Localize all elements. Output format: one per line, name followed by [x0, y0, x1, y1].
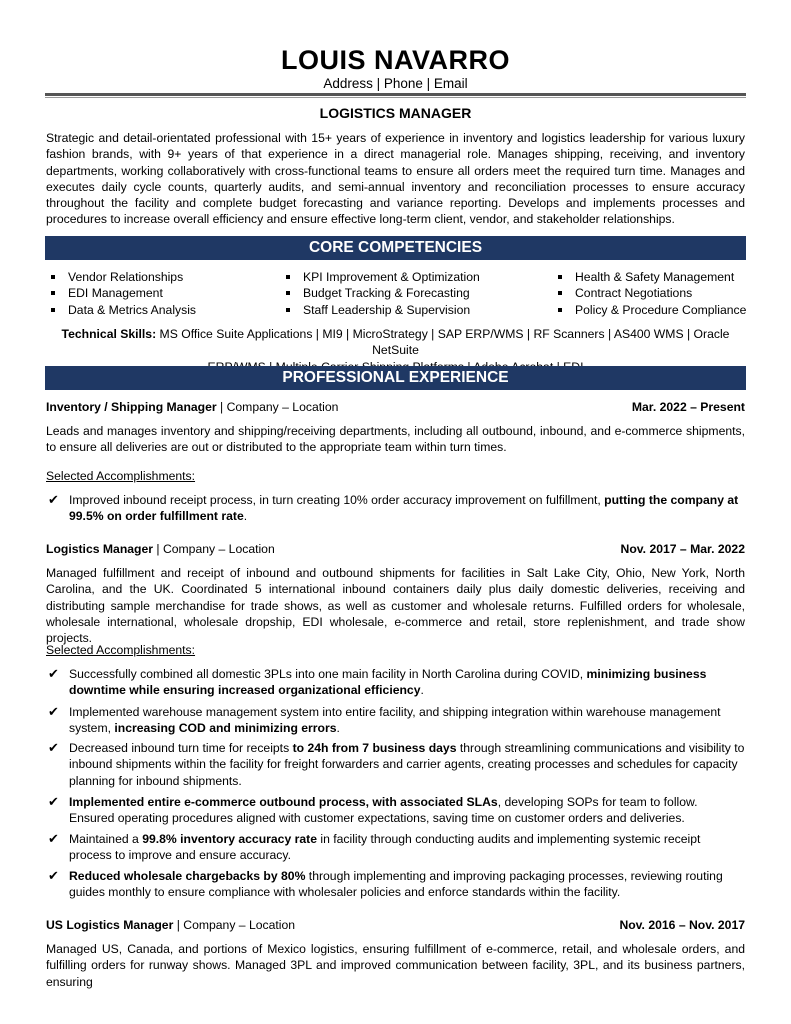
checkmark-icon: ✔	[48, 492, 59, 507]
job-description: Managed fulfillment and receipt of inbound and outbound shipments for facilities in Salt Lake City, Ohio, New York, North Carolina, and the UK. Coordinated 5 international inbound containers daily plus daily domestic deliveries, receiving and distributing sample merchandise for trade shows, as well as customer and wholesale returns. Fulfilled orders for wholesale, wholesale international, wholesale dropship, EDI wholesale, e-commerce and retail, store replenishment, and trade show projects.	[46, 566, 745, 646]
accomplishment-item: ✔ Decreased inbound turn time for receipts to 24h from 7 business days through streamlining communications and visibility to inbound shipments within the facility for freight forwarders and carrier agents, creating processes and schedules for capacity planning for inbound shipments.	[48, 740, 745, 788]
professional-experience-heading: PROFESSIONAL EXPERIENCE	[45, 366, 746, 390]
core-competencies-heading: CORE COMPETENCIES	[45, 236, 746, 260]
job-company: | Company – Location	[153, 542, 275, 556]
checkmark-icon: ✔	[48, 666, 59, 681]
accomplishment-item: ✔ Implemented entire e-commerce outbound process, with associated SLAs, developing SOPs for team to follow. Ensured operating procedures aligned with customer expectations, saving time on customer orders and deliveries.	[48, 794, 698, 826]
accomplishment-item: ✔ Reduced wholesale chargebacks by 80% through implementing and improving packaging processes, reviewing routing guides monthly to ensure compliance with wholesaler policies and enforce standards within the facility.	[48, 868, 723, 900]
header-divider	[45, 93, 746, 96]
competency-item: Data & Metrics Analysis	[46, 302, 196, 318]
technical-skills-list: MS Office Suite Applications | MI9 | MicroStrategy | SAP ERP/WMS | RF Scanners | AS400 WMS | Oracle NetSuite	[156, 327, 730, 358]
job-header	[46, 917, 745, 933]
target-job-title: LOGISTICS MANAGER	[319, 105, 472, 121]
candidate-name: LOUIS NAVARRO	[281, 45, 510, 75]
job-title: Inventory / Shipping Manager	[46, 400, 217, 414]
header-divider-thin	[45, 97, 746, 98]
job-dates: Mar. 2022 – Present	[631, 400, 745, 414]
job-description: Leads and manages inventory and shipping/receiving departments, including all outbound, inbound, and e-commerce shipments, to ensure all deliveries are out or distributed to the appropriate team within turn times.	[46, 424, 745, 455]
competency-column-3	[553, 269, 746, 318]
competency-item: KPI Improvement & Optimization	[281, 269, 480, 285]
job-header	[46, 541, 745, 557]
job-dates: Nov. 2017 – Mar. 2022	[620, 542, 745, 556]
job-company: | Company – Location	[216, 400, 339, 414]
checkmark-icon: ✔	[48, 831, 59, 846]
accomplishment-item: ✔ Implemented warehouse management system into entire facility, and shipping integration within warehouse management system, increasing COD and minimizing errors.	[48, 704, 721, 736]
competency-item: Staff Leadership & Supervision	[281, 302, 480, 318]
job-header	[46, 399, 745, 415]
checkmark-icon: ✔	[48, 740, 59, 755]
checkmark-icon: ✔	[48, 794, 59, 809]
competency-item: Budget Tracking & Forecasting	[281, 285, 480, 301]
competency-item: Vendor Relationships	[46, 269, 196, 285]
technical-skills-line-1	[46, 326, 745, 359]
job-company: | Company – Location	[173, 918, 296, 932]
competency-item: EDI Management	[46, 285, 196, 301]
accomplishment-item: ✔ Successfully combined all domestic 3PLs into one main facility in North Carolina during COVID, minimizing business downtime while ensuring increased organizational efficiency.	[48, 666, 707, 698]
accomplishment-item: ✔ Maintained a 99.8% inventory accuracy rate in facility through conducting audits and implementing systemic receipt process to improve and ensure accuracy.	[48, 831, 701, 863]
competency-column-1	[46, 269, 196, 318]
job-dates: Nov. 2016 – Nov. 2017	[619, 918, 745, 932]
job-title: Logistics Manager	[46, 542, 154, 556]
competency-item: Health & Safety Management	[553, 269, 746, 285]
job-title: US Logistics Manager	[46, 918, 174, 932]
technical-skills-label: Technical Skills:	[61, 327, 157, 341]
competency-column-2	[281, 269, 480, 318]
accomplishments-label: Selected Accomplishments:	[46, 469, 196, 483]
job-description: Managed US, Canada, and portions of Mexico logistics, ensuring fulfillment of e-commerce, retail, and wholesale orders, and fulfilling orders for runway shows. Managed 3PL and improved communication between facility, 3PL, and its business partners, ensuring	[46, 942, 745, 989]
checkmark-icon: ✔	[48, 704, 59, 719]
contact-line: Address | Phone | Email	[323, 76, 468, 91]
accomplishments-label: Selected Accomplishments:	[46, 643, 196, 657]
checkmark-icon: ✔	[48, 868, 59, 883]
accomplishment-item: ✔ Improved inbound receipt process, in turn creating 10% order accuracy improvement on fulfillment, putting the company at 99.5% on order fulfillment rate.	[48, 492, 739, 524]
professional-summary: Strategic and detail-orientated professional with 15+ years of experience in inventory and logistics leadership for various luxury fashion brands, with 9+ years of that experience in a direct managerial role. Manages shipping, receiving, and inventory departments, working collaboratively with cross-functional teams to ensure all orders meet the required turn time. Manages and executes daily cycle counts, quarterly audits, and semi-annual inventory and reconciliation processes to ensure accuracy throughout the facility and complete budget forecasting and variance reporting. Develops and implements processes and procedures to increase overall efficiency and ensure effective long-term client, vendor, and stakeholder relationships.	[46, 131, 745, 227]
competency-item: Contract Negotiations	[553, 285, 746, 301]
competency-item: Policy & Procedure Compliance	[553, 302, 746, 318]
